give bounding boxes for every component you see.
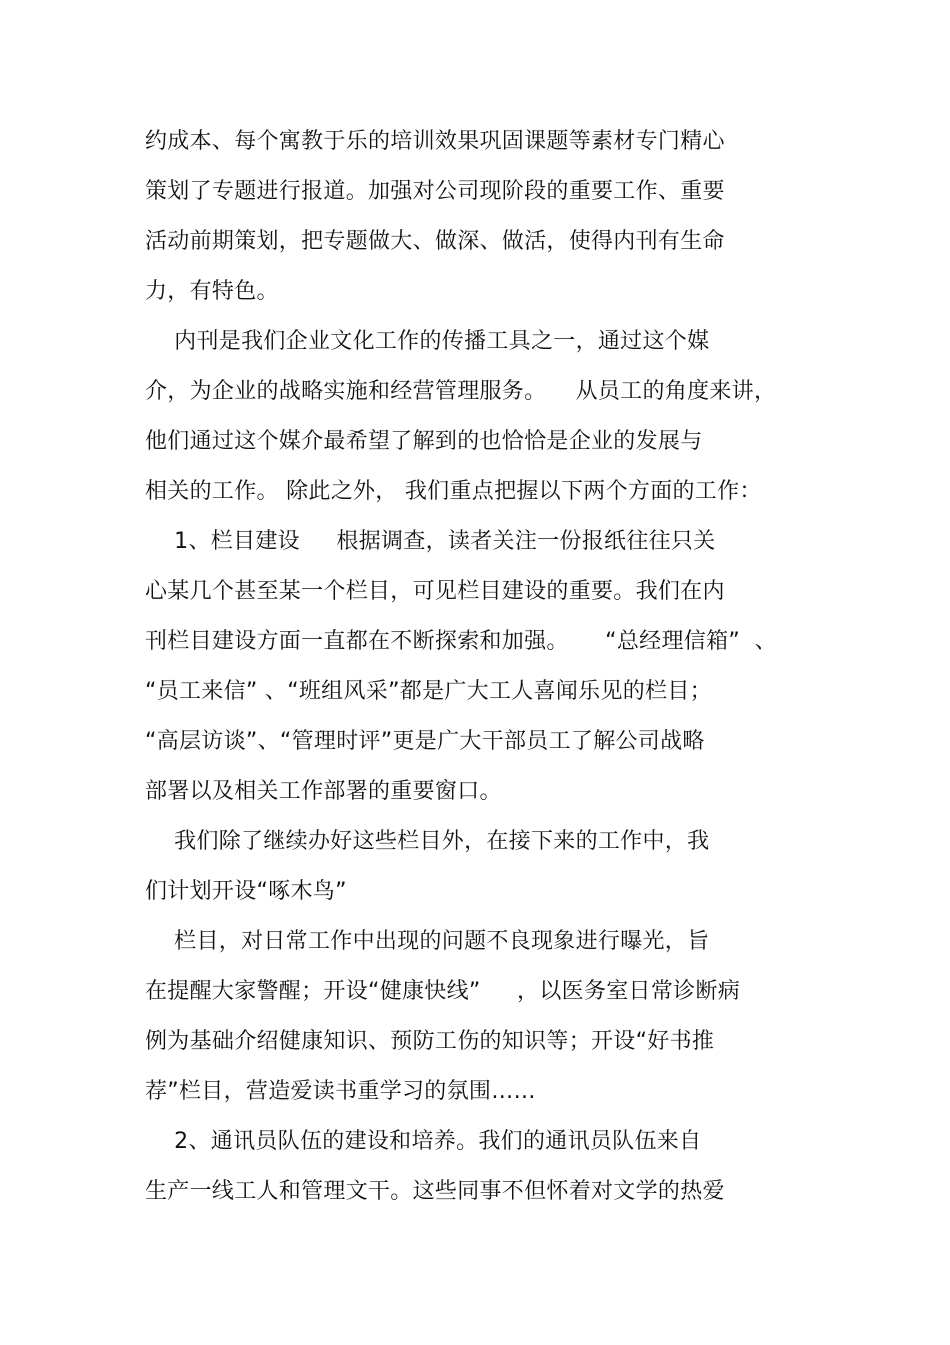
text-line: “员工来信” 、“班组风采”都是广大工人喜闻乐见的栏目； xyxy=(145,679,712,704)
text-line: 力，有特色。 xyxy=(145,279,279,304)
text-line: 内刊是我们企业文化工作的传播工具之一，通过这个媒 xyxy=(145,329,710,354)
text-line: 2、通讯员队伍的建设和培养。我们的通讯员队伍来自 xyxy=(145,1129,702,1154)
text-line: 生产一线工人和管理文干。这些同事不但怀着对文学的热爱 xyxy=(145,1179,725,1204)
text-line: 心某几个甚至某一个栏目，可见栏目建设的重要。我们在内 xyxy=(145,579,725,604)
text-line: 活动前期策划，把专题做大、做深、做活，使得内刊有生命 xyxy=(145,229,725,254)
text-line: 相关的工作。 除此之外， 我们重点把握以下两个方面的工作： xyxy=(145,479,762,504)
text-line: 在提醒大家警醒；开设“健康快线” ，以医务室日常诊断病 xyxy=(145,979,741,1004)
text-line: 刊栏目建设方面一直都在不断探索和加强。 “总经理信箱” 、 xyxy=(145,629,777,654)
text-line: 荐”栏目，营造爱读书重学习的氛围…… xyxy=(145,1079,536,1104)
text-line: 策划了专题进行报道。加强对公司现阶段的重要工作、重要 xyxy=(145,179,725,204)
text-line: 他们通过这个媒介最希望了解到的也恰恰是企业的发展与 xyxy=(145,429,703,454)
text-line: “高层访谈”、“管理时评”更是广大干部员工了解公司战略 xyxy=(145,729,705,754)
text-line: 1、栏目建设 根据调查，读者关注一份报纸往往只关 xyxy=(145,529,716,554)
text-line: 介，为企业的战略实施和经营管理服务。 从员工的角度来讲， xyxy=(145,379,777,404)
text-line: 我们除了继续办好这些栏目外，在接下来的工作中，我 xyxy=(145,829,710,854)
text-line: 们计划开设“啄木鸟” xyxy=(145,879,347,904)
text-line: 例为基础介绍健康知识、预防工伤的知识等；开设“好书推 xyxy=(145,1029,715,1054)
text-line: 栏目，对日常工作中出现的问题不良现象进行曝光，旨 xyxy=(145,929,710,954)
text-line: 约成本、每个寓教于乐的培训效果巩固课题等素材专门精心 xyxy=(145,129,725,154)
text-line: 部署以及相关工作部署的重要窗口。 xyxy=(145,779,502,804)
